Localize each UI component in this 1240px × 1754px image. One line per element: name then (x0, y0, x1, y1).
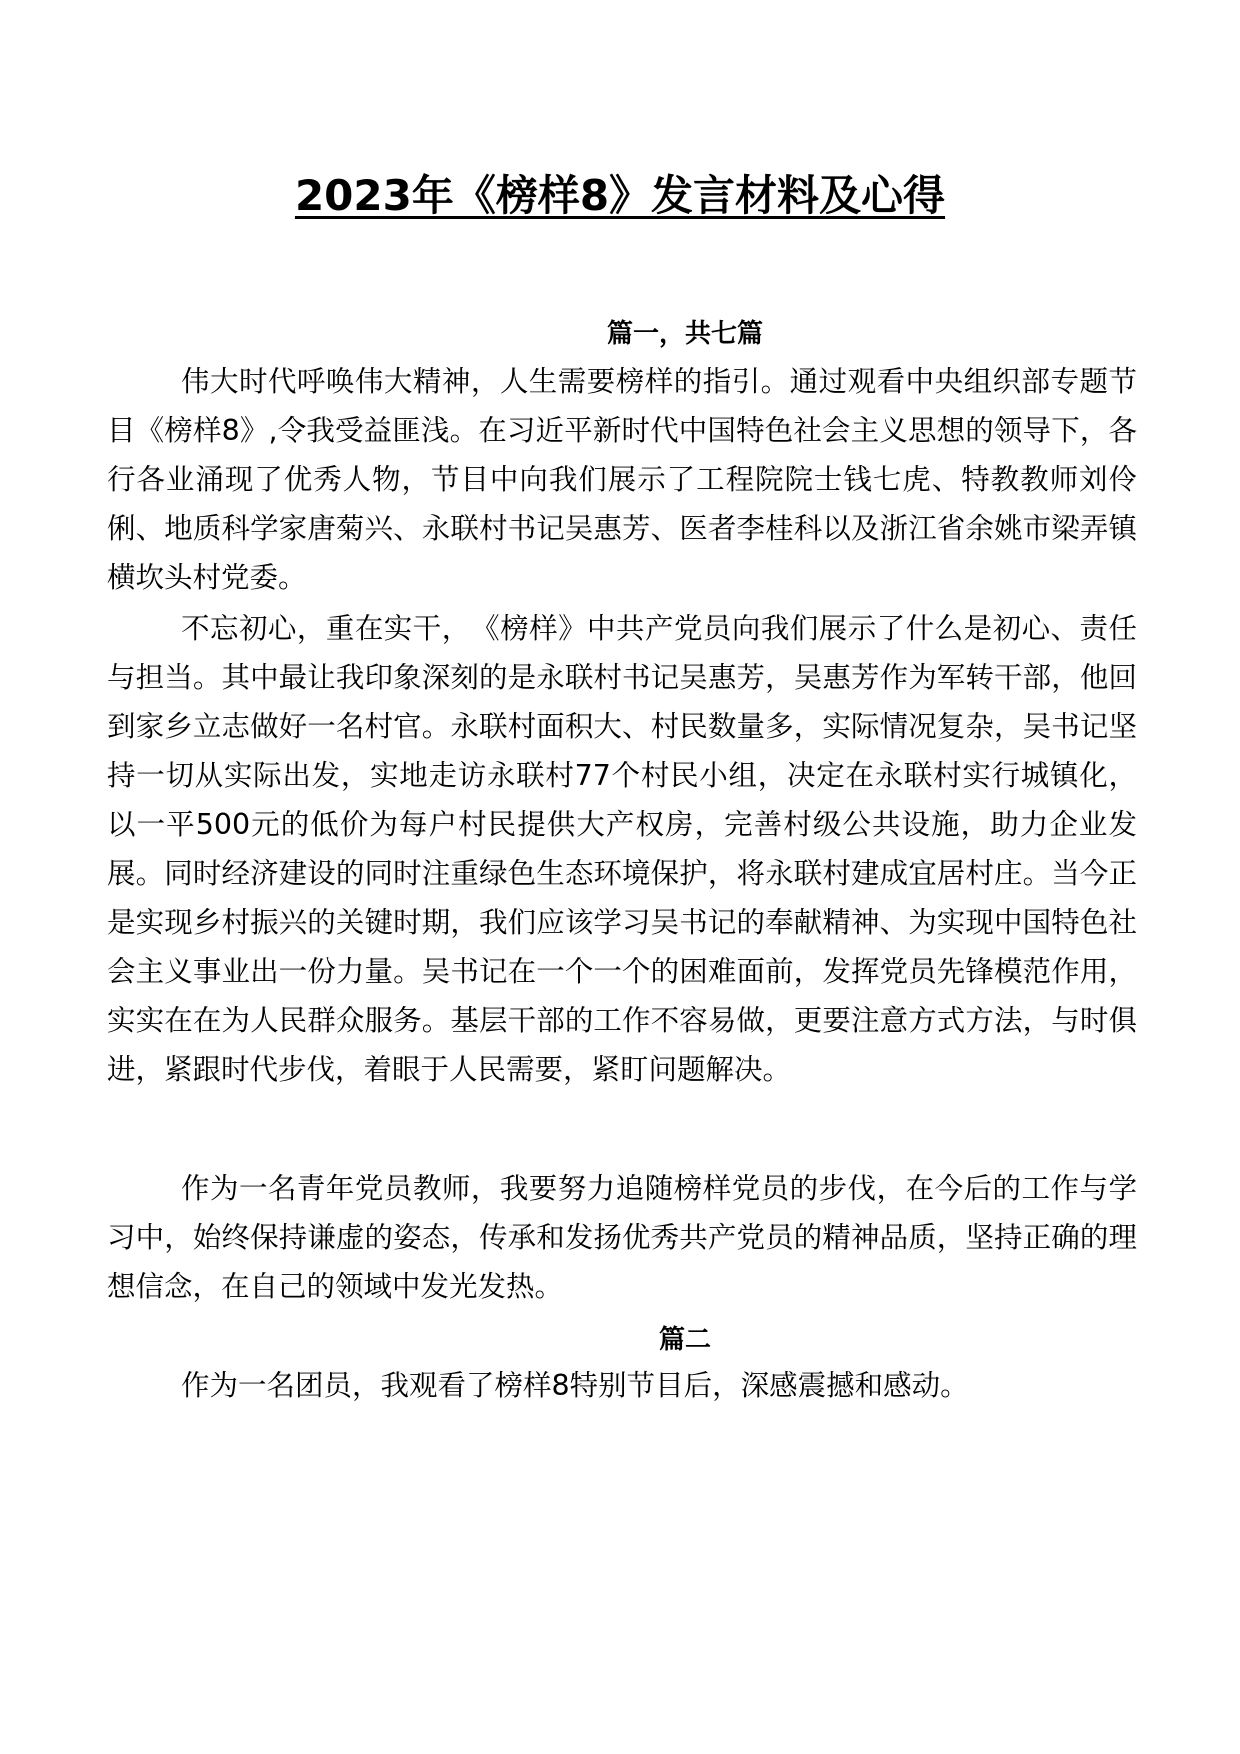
document-title (0, 168, 1240, 224)
section-heading-1: 篇一，共七篇 (606, 319, 763, 349)
section-heading-2: 篇二 (658, 1325, 711, 1355)
document-title-text: 2023年《榜样8》发言材料及心得 (294, 171, 946, 220)
paragraph-3: 作为一名青年党员教师，我要努力追随榜样党员的步伐，在今后的工作与学习中，始终保持谦虚的姿态，传承和发扬优秀共产党员的精神品质，坚持正确的理想信念，在自己的领域中发光发热。 (107, 1172, 1137, 1303)
paragraph-2: 不忘初心，重在实干， 《榜样》中共产党员向我们展示了什么是初心、责任与担当。其中最让我印象深刻的是永联村书记吴惠芳，吴惠芳作为军转干部，他回到家乡立志做好一名村官。永联村面积大、村民数量多，实际情况复杂，吴书记坚持一切从实际出发，实地走访永联村77个村民小组，决定在永联村实行城镇化，以一平500元的低价为每户村民提供大产权房，完善村级公共设施，助力企业发展。同时经济建设的同时注重绿色生态环境保护，将永联村建成宜居村庄。当今正是实现乡村振兴的关键时期，我们应该学习吴书记的奉献精神、为实现中国特色社会主义事业出一份力量。吴书记在一个一个的困难面前，发挥党员先锋模范作用，实实在在为人民群众服务。基层干部的工作不容易做，更要注意方式方法，与时俱进，紧跟时代步伐，着眼于人民需要，紧盯问题解决。 (107, 612, 1137, 1086)
paragraph-1: 伟大时代呼唤伟大精神，人生需要榜样的指引。通过观看中央组织部专题节目《榜样8》,令我受益匪浅。在习近平新时代中国特色社会主义思想的领导下，各行各业涌现了优秀人物，节目中向我们展示了工程院院士钱七虎、特教教师刘伶俐、地质科学家唐菊兴、永联村书记吴惠芳、医者李桂科以及浙江省余姚市梁弄镇横坎头村党委。 (107, 365, 1137, 594)
paragraph-4: 作为一名团员，我观看了榜样8特别节目后，深感震撼和感动。 (181, 1369, 969, 1402)
